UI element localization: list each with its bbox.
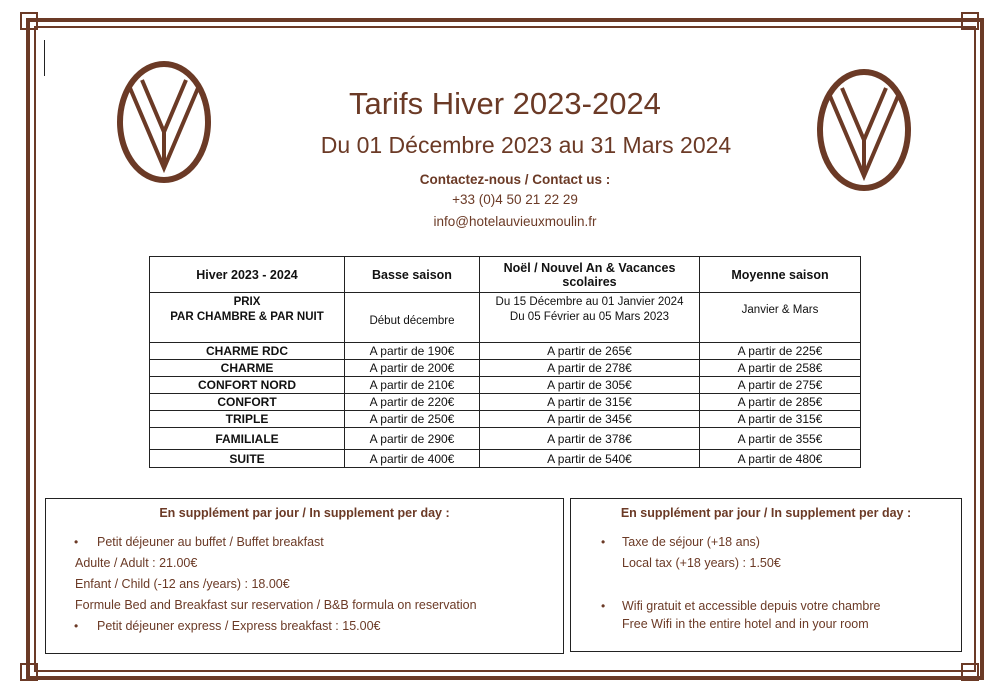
price-moyenne: A partir de 285€ xyxy=(700,394,861,411)
price-label-line: PRIX xyxy=(233,296,261,308)
column-header: Moyenne saison xyxy=(700,257,861,293)
supplement-line: Taxe de séjour (+18 ans) xyxy=(622,535,760,549)
price-noel: A partir de 345€ xyxy=(480,411,700,428)
contact-phone: +33 (0)4 50 21 22 29 xyxy=(452,192,578,207)
supplement-line: Adulte / Adult : 21.00€ xyxy=(75,556,198,570)
corner-ornament xyxy=(20,12,38,30)
date-range: Du 01 Décembre 2023 au 31 Mars 2024 xyxy=(320,132,732,158)
price-noel: A partir de 378€ xyxy=(480,428,700,450)
room-type: CONFORT NORD xyxy=(150,377,345,394)
room-type: CHARME RDC xyxy=(150,343,345,360)
price-moyenne: A partir de 258€ xyxy=(700,360,861,377)
price-noel: A partir de 315€ xyxy=(480,394,700,411)
price-moyenne: A partir de 480€ xyxy=(700,450,861,468)
table-row xyxy=(150,450,861,468)
table-row xyxy=(150,394,861,411)
room-type: FAMILIALE xyxy=(150,428,345,450)
contact-heading: Contactez-nous / Contact us : xyxy=(419,172,611,187)
column-header: Basse saison xyxy=(345,257,480,293)
price-noel: A partir de 278€ xyxy=(480,360,700,377)
supplement-line: Formule Bed and Breakfast sur reservation / B&B formula on reservation xyxy=(75,598,477,612)
rates-table xyxy=(149,256,861,468)
price-basse: A partir de 290€ xyxy=(345,428,480,450)
period-noel-line: Du 05 Février au 05 Mars 2023 xyxy=(509,311,670,323)
price-basse: A partir de 200€ xyxy=(345,360,480,377)
contact-email: info@hotelauvieuxmoulin.fr xyxy=(433,214,597,229)
bullet-icon: • xyxy=(74,619,79,633)
corner-ornament xyxy=(961,663,979,681)
period-noel-line: Du 15 Décembre au 01 Janvier 2024 xyxy=(495,296,684,308)
table-row xyxy=(150,360,861,377)
period-noel xyxy=(480,293,700,343)
supplements-title: En supplément par jour / In supplement per day : xyxy=(159,506,450,520)
supplements-title: En supplément par jour / In supplement per day : xyxy=(620,506,912,520)
supplement-line: Free Wifi in the entire hotel and in your room xyxy=(622,617,869,631)
text-cursor xyxy=(44,40,45,76)
price-label-line: PAR CHAMBRE & PAR NUIT xyxy=(170,311,324,323)
table-header-row xyxy=(150,257,861,293)
price-basse: A partir de 220€ xyxy=(345,394,480,411)
page-title: Tarifs Hiver 2023-2024 xyxy=(349,86,661,121)
room-type: SUITE xyxy=(150,450,345,468)
corner-ornament xyxy=(961,12,979,30)
price-basse: A partir de 190€ xyxy=(345,343,480,360)
price-period-row xyxy=(150,293,861,343)
supplement-line: Enfant / Child (-12 ans /years) : 18.00€ xyxy=(75,577,290,591)
price-basse: A partir de 250€ xyxy=(345,411,480,428)
price-moyenne: A partir de 225€ xyxy=(700,343,861,360)
bullet-icon: • xyxy=(74,535,79,549)
supplements-box-left xyxy=(45,498,564,654)
price-label xyxy=(150,293,345,343)
supplement-line: Petit déjeuner express / Express breakfast : 15.00€ xyxy=(97,619,381,633)
price-basse: A partir de 210€ xyxy=(345,377,480,394)
price-basse: A partir de 400€ xyxy=(345,450,480,468)
room-type: CONFORT xyxy=(150,394,345,411)
period-basse: Début décembre xyxy=(345,293,480,343)
price-noel: A partir de 305€ xyxy=(480,377,700,394)
price-noel: A partir de 540€ xyxy=(480,450,700,468)
period-moyenne: Janvier & Mars xyxy=(700,293,861,343)
price-moyenne: A partir de 275€ xyxy=(700,377,861,394)
table-row xyxy=(150,428,861,450)
column-header: Noël / Nouvel An & Vacances scolaires xyxy=(480,257,700,293)
bullet-icon: • xyxy=(601,535,606,549)
price-noel: A partir de 265€ xyxy=(480,343,700,360)
table-row xyxy=(150,343,861,360)
supplement-line: Petit déjeuner au buffet / Buffet breakfast xyxy=(97,535,324,549)
supplements-box-right xyxy=(570,498,962,652)
corner-ornament xyxy=(20,663,38,681)
bullet-icon: • xyxy=(601,599,606,613)
hotel-logo-left xyxy=(116,60,212,184)
column-header: Hiver 2023 - 2024 xyxy=(150,257,345,293)
price-moyenne: A partir de 315€ xyxy=(700,411,861,428)
supplement-line: Local tax (+18 years) : 1.50€ xyxy=(622,556,781,570)
supplement-line: Wifi gratuit et accessible depuis votre chambre xyxy=(622,599,881,613)
room-type: TRIPLE xyxy=(150,411,345,428)
price-moyenne: A partir de 355€ xyxy=(700,428,861,450)
table-row xyxy=(150,411,861,428)
table-row xyxy=(150,377,861,394)
room-type: CHARME xyxy=(150,360,345,377)
